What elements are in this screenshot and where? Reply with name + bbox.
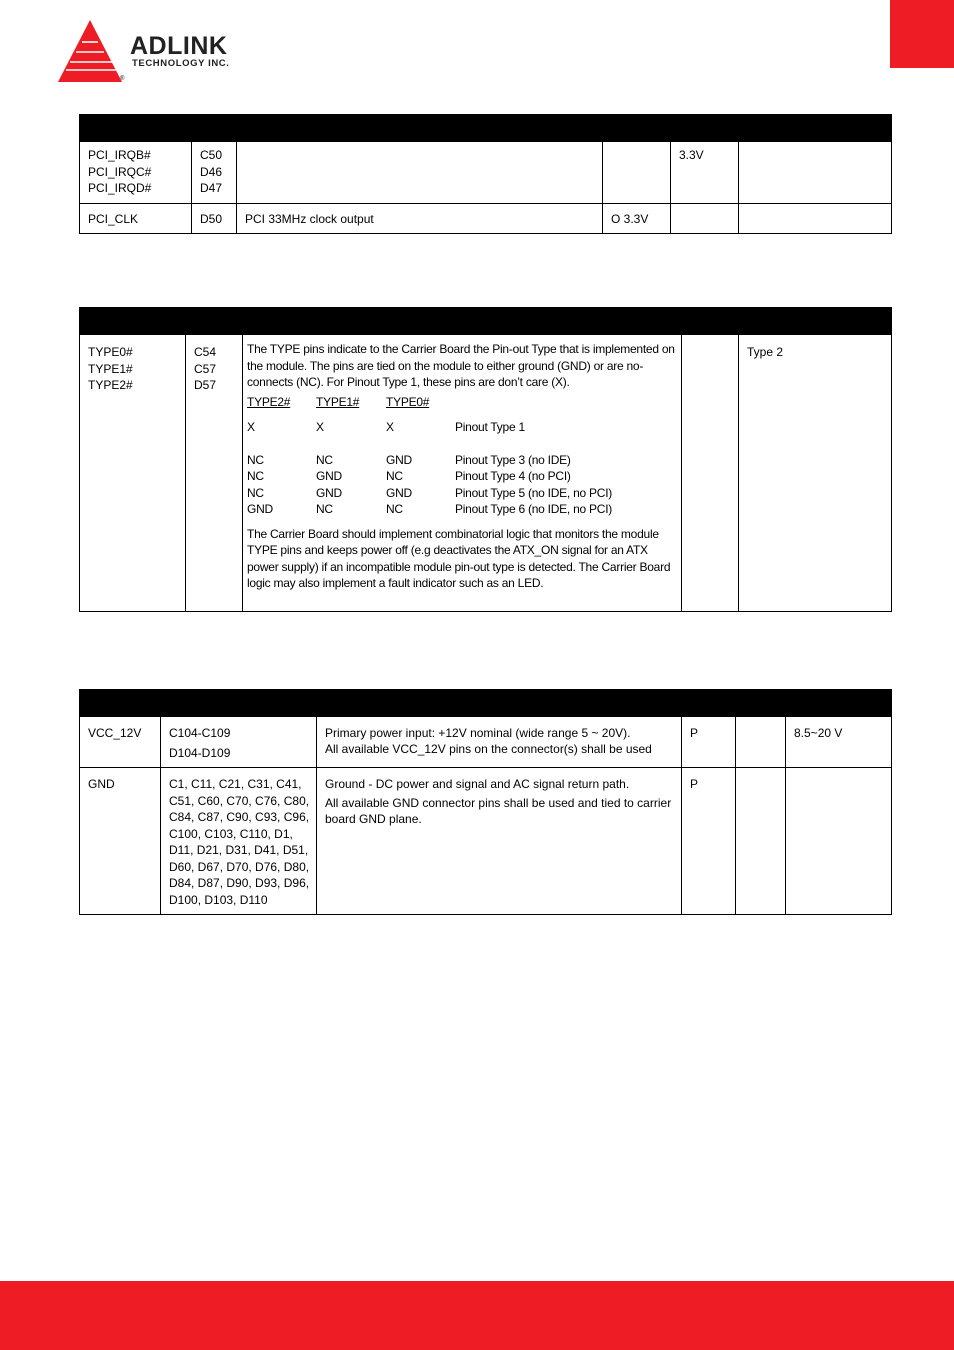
signal-name: TYPE0# [88,345,133,359]
type-value: GND [386,485,412,500]
pin-number: D57 [194,378,217,392]
description-text: All available VCC_12V pins on the connector(s) shall be used [325,742,652,756]
description-text: All available GND connector pins shall be used and tied to carrier board GND plane. [325,796,672,826]
signal-name: TYPE1# [88,361,133,376]
module-type-table [79,307,892,612]
type-value: NC [386,502,403,516]
type-value: X [316,420,324,434]
comment-cell [739,142,891,154]
type-row [247,452,677,469]
pin-number: D50 [200,211,223,226]
pin-number: D46 [200,164,223,179]
power-cell [671,204,738,216]
type-value: NC [247,485,264,500]
type-value: NC [316,502,333,516]
power-cell: 3.3V [679,148,704,162]
type-description: Pinout Type 1 [455,420,525,434]
pin-number: D47 [200,181,223,195]
type-description: Pinout Type 3 (no IDE) [455,452,571,467]
type-value: GND [316,469,342,483]
type-intro-text: The TYPE pins indicate to the Carrier Board the Pin-out Type that is implemented on the module. The pins are tied on the module to either ground (GND) or are no-connects (NC). For Pinout Type 1, these pins are don’t care (X). [247,342,675,389]
type-col-header: TYPE0# [386,394,430,409]
description-text: Ground - DC power and signal and AC signal return path. [325,777,630,791]
type-value: NC [316,452,333,467]
description-text: PCI 33MHz clock output [245,211,374,226]
type-value: NC [247,469,264,483]
logo-tagline: TECHNOLOGY INC. [132,58,230,69]
footer-bar [0,1281,954,1350]
comment-cell: Type 2 [747,345,784,359]
comment-cell [786,768,891,780]
type-col-header: TYPE2# [247,394,291,409]
pin-number: D104-D109 [169,745,231,760]
io-cell: P [690,726,699,740]
pin-number: C50 [200,148,223,162]
pin-number: C57 [194,361,217,376]
type-value: X [386,420,394,434]
type-value: GND [247,502,273,516]
type-description: Pinout Type 5 (no IDE, no PCI) [455,485,613,500]
table-row [80,768,892,915]
type-outro-text: The Carrier Board should implement combinatorial logic that monitors the module TYPE pins and keeps power off (e.g deactivates the ATX_ON signal for an ATX power supply) if an incompatible module pin-out type is detected. The Carrier Board logic may also implement a fault indicator such as an LED. [247,526,671,590]
type-value: GND [386,452,412,467]
pin-number: C104-C109 [169,726,231,740]
type-value: X [247,420,255,434]
logo-name: ADLINK [130,32,228,60]
comment-cell: 8.5~20 V [794,726,843,740]
type-row [247,485,677,502]
power-cell [736,768,785,780]
signal-name: PCI_IRQD# [88,181,152,195]
type-row [247,468,677,485]
type-value: NC [247,452,264,467]
registered-mark: ® [120,76,125,82]
table-row [80,335,892,612]
type-row [247,501,677,518]
description-text: Primary power input: +12V nominal (wide range 5 ~ 20V). [325,726,631,740]
table-header-row [80,115,892,142]
signal-name: VCC_12V [88,726,142,740]
table-header-row [80,308,892,335]
type-row [247,419,677,436]
type-description: Pinout Type 4 (no PCI) [455,469,571,483]
corner-color-tab [890,0,954,68]
type-value: NC [386,469,403,483]
adlink-triangle-icon [56,18,126,86]
io-cell: P [690,777,699,791]
signal-name: TYPE2# [88,378,133,392]
power-cell [736,717,785,729]
description-cell [237,142,602,154]
power-gnd-table [79,689,892,915]
signal-name: PCI_IRQB# [88,148,151,162]
signal-name: PCI_CLK [88,211,139,226]
pin-number: C54 [194,345,217,359]
table-row [80,717,892,768]
table-header-row [80,690,892,717]
type-value: GND [316,485,342,500]
adlink-logo [56,18,276,86]
table-row [80,142,892,204]
type-description: Pinout Type 6 (no IDE, no PCI) [455,502,613,516]
type-col-header: TYPE1# [316,394,360,409]
io-cell: O 3.3V [611,211,649,226]
io-cell [603,142,670,154]
table-row [80,203,892,234]
type-pin-header [247,394,677,411]
signal-name: PCI_IRQC# [88,164,152,179]
gnd-pin-list: C1, C11, C21, C31, C41, C51, C60, C70, C76, C80, C84, C87, C90, C93, C96, C100, C103, C110, D1, D11, D21, D31, D41, D51, D60, D67, D70, D76, D80, D84, D87, D90, D93, D96, D100, D103, D110 [169,777,310,907]
comment-cell [739,204,891,216]
pci-signal-table [79,114,892,234]
signal-name: GND [88,777,115,791]
io-cell [682,335,738,347]
